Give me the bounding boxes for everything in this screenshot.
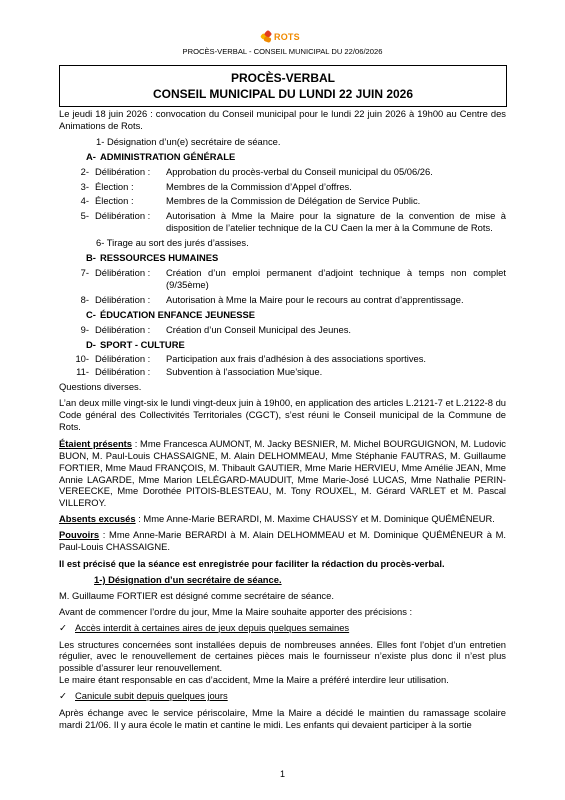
agenda-section-a: A- ADMINISTRATION GÉNÉRALE [86,150,236,162]
attendance-proxies [59,529,506,553]
excused-list: : Mme Anne-Marie BERARDI, M. Maxime CHAUSSY et M. Dominique QUÉMÉNEUR. [135,513,495,525]
excused-label: Absents excusés [59,513,136,525]
section-1-heading: 1-) Désignation d’un secrétaire de séance. [94,573,282,585]
agenda-item: 2- Délibération : Approbation du procès-verbal du Conseil municipal du 05/06/26. [80,165,433,177]
attendance-present [59,438,506,509]
agenda-section-b: B- RESSOURCES HUMAINES [86,252,219,264]
agenda-item: 5- Délibération : Autorisation à Mme la Maire pour la signature de la convention de mise à disposition de l’atelier technique de la CU Caen la mer à la Commune de Rots. [80,210,506,234]
point-1-body: Les structures concernées sont installées depuis de nombreuses années. Elles font l’objet d’un entretien régulier, avec le renouvellement de certaines pièces mais le fournisseur n’existe plus donc il n’est plus possible d’assurer leur renouvellement. [59,638,506,674]
agenda-item: 3- Élection : Membres de la Commission d’Appel d’offres. [80,180,352,192]
agenda-item: 9- Délibération : Création d’un Conseil Municipal des Jeunes. [80,323,352,335]
document-body [59,108,506,731]
point-1-body-2: Le maire étant responsable en cas d’accident, Mme la Maire a préféré interdire leur utilisation. [59,674,449,686]
agenda-section-c: C- ÉDUCATION ENFANCE JEUNESSE [86,308,256,320]
agenda-item: 4- Élection : Membres de la Commission de Délégation de Service Public. [80,195,421,207]
checkmark-icon: ✓ [59,690,67,702]
logo-text: ROTS [274,32,300,42]
preliminary-remarks: Avant de commencer l’ordre du jour, Mme la Maire souhaite apporter des précisions : [59,605,413,617]
running-header: PROCÈS-VERBAL - CONSEIL MUNICIPAL DU 22/06/2026 [182,47,383,56]
proxies-label: Pouvoirs [59,529,100,541]
point-1-heading: ✓ Accès interdit à certaines aires de jeux depuis quelques semaines [59,621,350,633]
agenda-item: 7- Délibération : Création d’un emploi permanent d’adjoint technique à temps non complet (9/35ème) [80,266,506,290]
proxies-list: : Mme Anne-Marie BERARDI à M. Alain DELHOMMEAU et M. Dominique QUÉMÉNEUR à M. Paul-Louis CHASSAIGNE. [59,529,506,553]
agenda-section-d: D- SPORT - CULTURE [86,338,185,350]
questions-diverses: Questions diverses. [59,381,142,393]
agenda-item: 10- Délibération : Participation aux frais d’adhésion à des associations sportives. [75,353,427,365]
page-number: 1 [279,769,285,779]
secretary-designation: M. Guillaume FORTIER est désigné comme secrétaire de séance. [59,589,334,601]
checkmark-icon: ✓ [59,621,67,633]
convocation-intro: Le jeudi 18 juin 2026 : convocation du Conseil municipal pour le lundi 22 juin 2026 à 19h00 au Centre des Animations de Rots. [59,108,506,131]
title-line-1: PROCÈS-VERBAL [230,71,335,85]
agenda-item: 8- Délibération : Autorisation à Mme la Maire pour le recours au contrat d’apprentissage. [80,293,464,305]
point-2-heading: ✓ Canicule subit depuis quelques jours [59,690,228,702]
title-line-2: CONSEIL MUNICIPAL DU LUNDI 22 JUIN 2026 [152,87,414,101]
opening-paragraph: L’an deux mille vingt-six le lundi vingt-deux juin à 19h00, en application des articles L.2121-7 et L.2122-8 du Code général des Collectivités Territoriales (CGCT), s’est réuni le Conseil municipal de la Commune de Rots. [59,397,506,432]
attendance-excused [59,513,506,525]
agenda-item-1: 1- Désignation d’un(e) secrétaire de séance. [96,135,281,147]
present-label: Étaient présents [59,437,133,449]
point-2-body: Après échange avec le service périscolaire, Mme la Maire a décidé le maintien du ramassage scolaire mardi 21/06. Il y aura école le matin et cantine le midi. Les enfants qui devaient participer à la sortie [59,707,506,730]
agenda-item: 11- Délibération : Subvention à l’association Mue’sique. [76,366,323,378]
agenda-items-a [59,166,506,235]
rots-logo-icon [261,31,272,43]
agenda-item-6: 6- Tirage au sort des jurés d’assises. [96,237,249,249]
present-list: : Mme Francesca AUMONT, M. Jacky BESNIER, M. Michel BOURGUIGNON, M. Ludovic BUON, M. Paul-Louis CHASSAIGNE, M. Alain DELHOMMEAU, Mme Stéphanie FAUTRAS, M. Guillaume FORTIER, Mme Maud FRANÇOIS, M. Thibault GAUTIER, Mme Marie HERVIEU, Mme Amélie JEAN, Mme Annie LAGARDE, Mme Marion LELÉGARD-MAUDUIT, Mme Marie-José LUCAS, Mme Nathalie PERIN-VEREECKE, Mme Dorothée PITOIS-BLESTEAU, M. Tony ROUXEL, M. Gérard VARLET et M. Pascal VILLEROY. [59,437,506,509]
recording-note: Il est précisé que la séance est enregistrée pour faciliter la rédaction du procès-verbal. [59,558,445,569]
title-box [59,65,507,107]
rots-logo [261,31,300,43]
